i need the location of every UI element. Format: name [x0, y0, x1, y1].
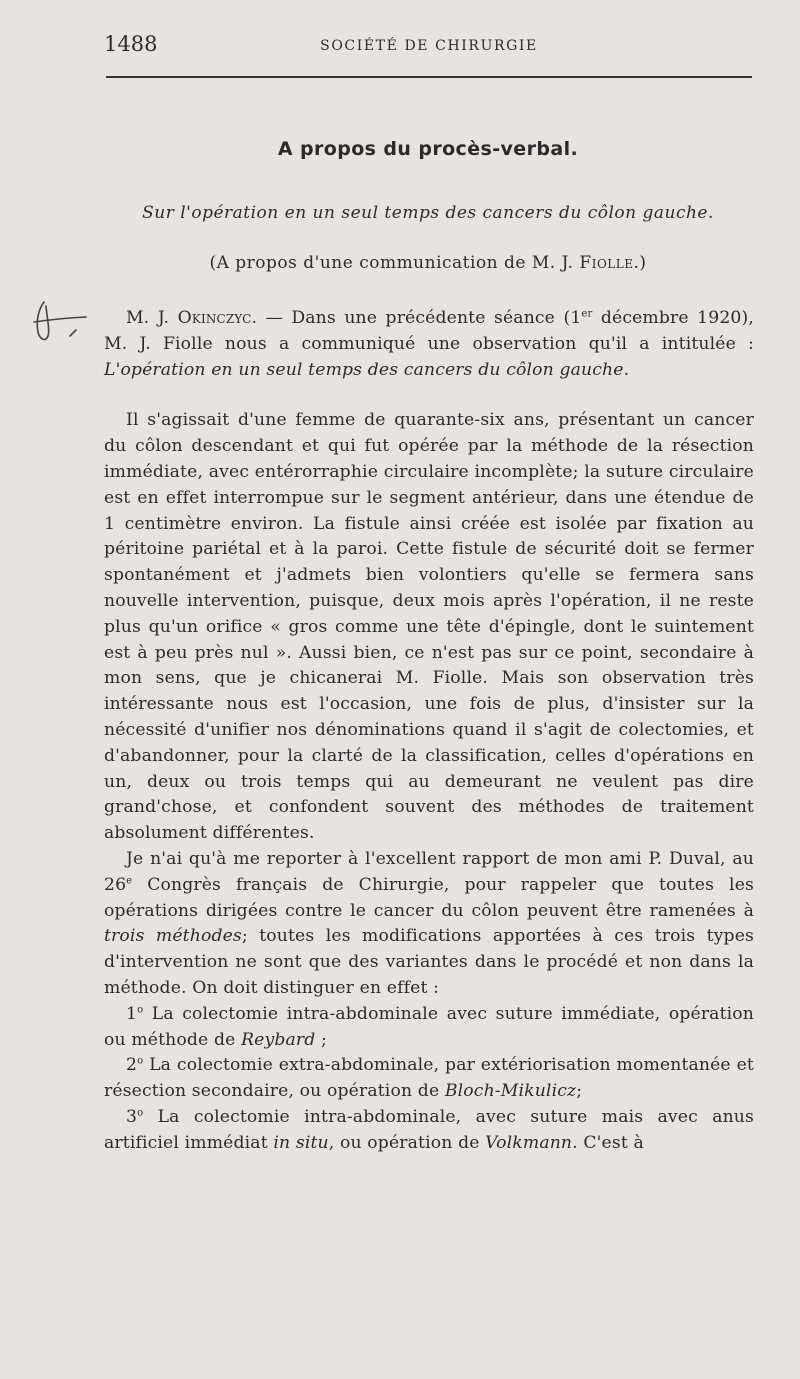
paragraph-1-text-a: . — Dans une précédente séance (1 [251, 308, 582, 328]
paragraph-1-text-c: . [623, 359, 630, 380]
ordinal-mark: o [137, 1003, 144, 1015]
page-header [104, 32, 754, 62]
method-name: Volkmann [485, 1132, 573, 1153]
emphasis: trois méthodes [104, 926, 242, 947]
paragraph-2: Il s'agissait d'une femme de quarante-six ans, présentant un cancer du côlon descendant et qui fut opérée par la méthode de la résection immédiate, avec entérorraphie circulaire incomplète; la suture circulaire est en effet interrompue sur le segment antérieur, dans une étendue de 1 centimètre environ. La fistule ainsi créée est isolée par fixation au péritoine pariétal et à la paroi. Cette fistule de sécurité doit se fermer spontanément et j'admets bien volontiers qu'elle se fermera sans nouvelle intervention, puisque, deux mois après l'opération, il ne reste plus qu'un orifice « gros comme une tête d'épingle, dont le suintement est à peu près nul ». Aussi bien, ce n'est pas sur ce point, secondaire à mon sens, que je chicanerai M. Fiolle. Mais son observation très intéressante nous est l'occasion, une fois de plus, d'insister sur la nécessité d'unifier nos dénominations quand il s'agit de colectomies, et d'abandonner, pour la clarté de la classification, celles d'opérations en un, deux ou trois temps qui au demeurant ne veulent pas dire grand'chose, et confondent souvent des méthodes de traitement absolument différentes. [104, 410, 754, 844]
item-number: 1 [126, 1003, 138, 1024]
article-subtitle: Sur l'opération en un seul temps des cancers du côlon gauche. [142, 203, 714, 223]
item-number: 3 [126, 1106, 138, 1127]
list-item-1 [104, 1002, 754, 1054]
subnote-suffix: .) [633, 253, 647, 273]
paragraph-3 [104, 847, 754, 1002]
header-rule [106, 76, 752, 78]
ordinal-mark: o [137, 1107, 144, 1119]
body-text [104, 306, 754, 1157]
list-item-3 [104, 1105, 754, 1157]
page-number: 1488 [104, 32, 158, 56]
superscript: e [126, 875, 133, 886]
item-end: . C'est à [572, 1132, 644, 1153]
subnote-author: Fiolle [579, 253, 634, 273]
article-subnote [104, 253, 752, 273]
item-number: 2 [126, 1055, 138, 1076]
paragraph-3-text-b: Congrès français de Chirurgie, pour rappeler que toutes les opérations dirigées contre le cancer du côlon peuvent être ramenées à [104, 874, 754, 921]
paragraph-3-text-a: Je n'ai qu'à me reporter à l'excellent rapport de mon ami P. Duval, au 26 [104, 848, 754, 895]
item-text-mid: , ou opération de [328, 1132, 486, 1153]
paragraph-3-text-c: ; toutes les modifications apportées à ces trois types d'intervention ne sont que des variantes dans le procédé et non dans la méthode. On doit distinguer en effet : [104, 926, 754, 998]
section-title: A propos du procès-verbal. [277, 138, 579, 160]
list-item-2 [104, 1053, 754, 1105]
cited-title: L'opération en un seul temps des cancers du côlon gauche [104, 359, 624, 380]
latin-term: in situ [273, 1132, 329, 1153]
handwritten-margin-mark [30, 296, 90, 346]
paragraph-1 [104, 306, 754, 383]
item-text: La colectomie extra-abdominale, par extériorisation momentanée et résection secondaire, ou opération de [104, 1055, 754, 1102]
subnote-prefix: (A propos d'une communication de M. J. [209, 253, 580, 273]
item-text: La colectomie intra-abdominale avec suture immédiate, opération ou méthode de [104, 1003, 754, 1050]
running-head: SOCIÉTÉ DE CHIRURGIE [320, 38, 538, 54]
ordinal-mark: o [137, 1055, 144, 1067]
method-name: Bloch-Mikulicz [444, 1081, 577, 1102]
item-end: ; [576, 1081, 583, 1102]
speaker-name: M. J. Okinczyc [126, 308, 252, 328]
item-end: ; [315, 1029, 327, 1050]
item-text: La colectomie intra-abdominale, avec suture mais avec anus artificiel immédiat [104, 1106, 754, 1153]
method-name: Reybard [241, 1029, 316, 1050]
paragraph-1-text-b: décembre 1920), M. J. Fiolle nous a communiqué une observation qu'il a intitulée : [104, 308, 754, 354]
superscript: er [581, 308, 593, 320]
